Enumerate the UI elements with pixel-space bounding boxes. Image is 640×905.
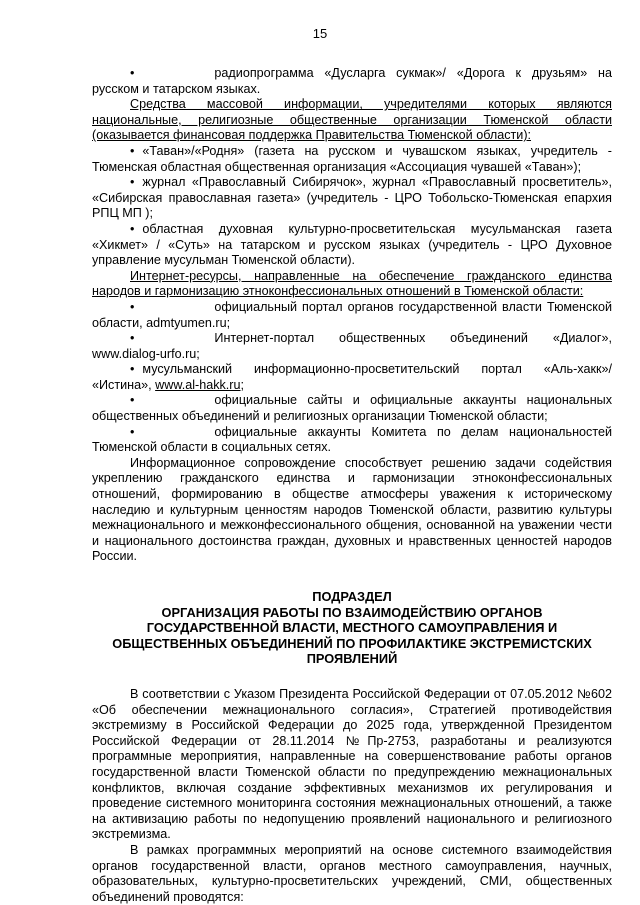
bullet-icon: • [130,175,135,190]
bullet-official-sites [92,393,612,424]
bullet-icon: • [130,221,135,236]
bullet-text: мусульманский информационно-просветительский портал «Аль-хакк»/ «Истина», [92,362,612,392]
bullet-committee-accounts [92,425,612,456]
bullet-hikmet [92,222,612,269]
al-hakk-link[interactable]: www.al-hakk.ru [155,377,241,392]
bullet-text: журнал «Православный Сибирячок», журнал «Православный просветитель», «Сибирская православная газета» (учредитель - ЦРО Тобольско-Тюменская епархия РПЦ МП ); [92,175,612,221]
subsection-heading [92,589,612,667]
bullet-text-end: ; [240,377,245,392]
media-heading [92,97,612,144]
internet-heading [92,269,612,300]
media-heading-text: Средства массовой информации, учредителями которых являются национальные, религиозные общественные организации Тюменской области (оказывается финансовая поддержка Правительства Тюменской области): [92,97,612,143]
subsection-title-line: ГОСУДАРСТВЕННОЙ ВЛАСТИ, МЕСТНОГО САМОУПРАВЛЕНИЯ И [146,620,558,636]
bullet-icon: • [130,393,135,408]
bullet-text: официальные сайты и официальные аккаунты национальных общественных объединений и религиозных организации Тюменской области; [92,393,612,424]
bullet-radio-program [92,66,612,97]
subsection-title-line: ОБЩЕСТВЕННЫХ ОБЪЕДИНЕНИЙ ПО ПРОФИЛАКТИКЕ ЭКСТРЕМИСТСКИХ [112,635,592,651]
bullet-text: «Таван»/«Родня» (газета на русском и чувашском языках, учредитель - Тюменская областная общественная организация «Ассоциация чувашей «Таван»); [92,143,612,174]
bullet-icon: • [130,299,135,314]
bullet-text: официальные аккаунты Комитета по делам национальностей Тюменской области в социальных сетях. [92,424,612,455]
bullet-text: радиопрограмма «Дусларга сукмак»/ «Дорога к друзьям» на русском и татарском языках. [92,66,612,96]
bullet-text: областная духовная культурно-просветительская мусульманская газета «Хикмет» / «Суть» на татарском и русском языках (учредитель - ЦРО Духовное управление мусульман Тюменской области). [92,221,612,268]
programme-measures-paragraph: В рамках программных мероприятий на основе системного взаимодействия органов государственной власти, органов местного самоуправления, научных, образовательных, культурно-просветительских учреждений, СМИ, общественных объединений проводятся: [92,842,612,904]
bullet-icon: • [130,424,135,439]
bullet-admtyumen [92,300,612,331]
bullet-al-hakk [92,362,612,393]
subsection-title-line: ОРГАНИЗАЦИЯ РАБОТЫ ПО ВЗАИМОДЕЙСТВИЮ ОРГАНОВ [161,604,543,620]
page-content [92,66,612,905]
bullet-icon: • [130,143,135,158]
page-number: 15 [312,26,328,41]
bullet-dialog [92,331,612,362]
bullet-text: официальный портал органов государственной власти Тюменской области, admtyumen.ru; [92,299,612,330]
bullet-tavan [92,144,612,175]
decree-paragraph: В соответствии с Указом Президента Российской Федерации от 07.05.2012 №602 «Об обеспечении межнационального согласия», Стратегией противодействия экстремизму в Российской Федерации до 2025 года, утвержденной Президентом Российской Федерации от 28.11.2014 №Пр-2753, разработаны и реализуются программные мероприятия, направленные на совершенствование работы органов государственной власти Тюменской области по предупреждению межнациональных конфликтов, включая создание эффективных механизмов их регулирования и проведение системного мониторинга состояния межнациональных отношений, а также на активизацию работы по недопущению проявлений национального и религиозного экстремизма. [92,686,612,842]
bullet-orthodox-journals [92,175,612,222]
info-support-paragraph: Информационное сопровождение способствует решению задачи содействия укреплению гражданского единства и гармонизации этноконфессиональных отношений, формированию в обществе атмосферы уважения к историческому наследию и культурным ценностям народов Тюменской области, развитию культуры межнационального и межконфессионального общения, основанной на уважении чести и национального достоинства граждан, духовных и нравственных ценностей народов России. [92,455,612,564]
internet-heading-text: Интернет-ресурсы, направленные на обеспечение гражданского единства народов и гармонизацию этноконфессиональных отношений в Тюменской области: [92,268,612,299]
bullet-icon: • [130,362,135,377]
bullet-text: Интернет-портал общественных объединений «Диалог», www.dialog-urfo.ru; [92,331,612,361]
bullet-icon: • [130,66,135,80]
bullet-icon: • [130,331,135,346]
subsection-label: ПОДРАЗДЕЛ [312,589,392,604]
subsection-title-line: ПРОЯВЛЕНИЙ [306,651,398,667]
